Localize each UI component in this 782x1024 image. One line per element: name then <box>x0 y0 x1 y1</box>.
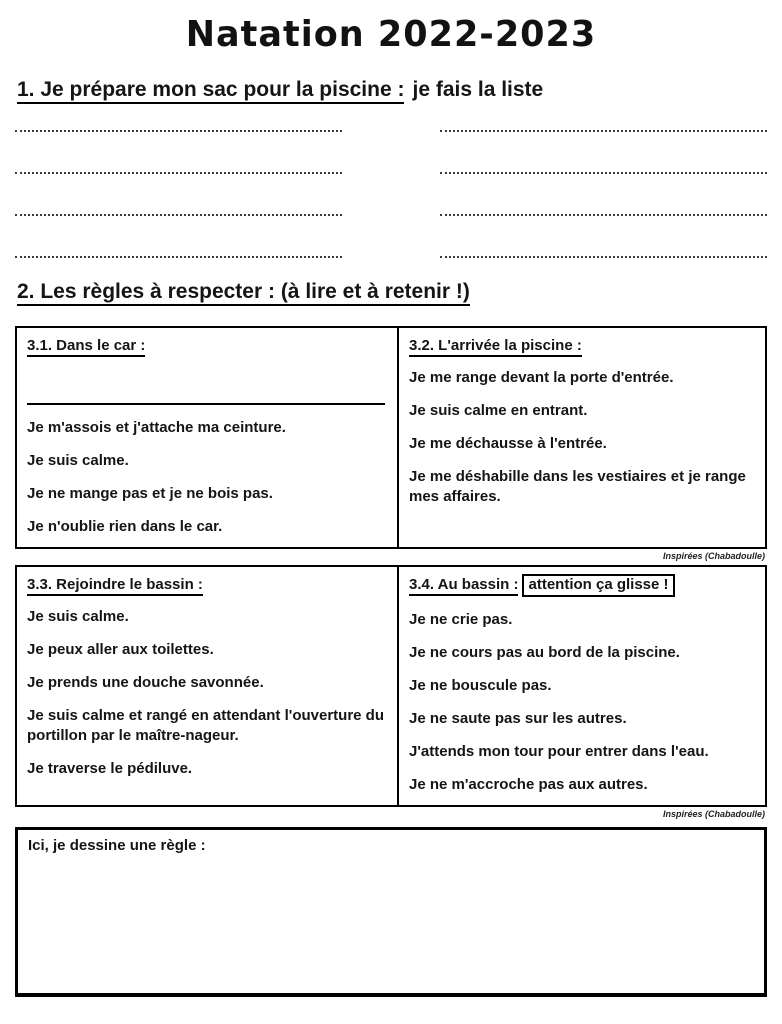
dotted-line <box>440 256 767 258</box>
section2-heading-underlined: 2. Les règles à respecter : (à lire et à retenir !) <box>17 280 470 306</box>
warning-boxed-label: attention ça glisse ! <box>522 574 674 597</box>
rule-text: Je suis calme en entrant. <box>409 402 588 419</box>
rule-text: Je me déshabille dans les vestiaires et je range mes affaires. <box>409 468 746 505</box>
packing-list-column-right <box>440 130 767 258</box>
rules-list <box>27 418 387 537</box>
dotted-line <box>440 172 767 174</box>
cell-arrivee-piscine-title: 3.2. L'arrivée la piscine : <box>409 336 582 355</box>
credit-text: Inspirées (Chabadoulle) <box>662 809 765 819</box>
packing-list-lines <box>15 130 767 258</box>
rule-text: Je ne saute pas sur les autres. <box>409 710 627 727</box>
section1-heading <box>17 77 767 103</box>
page-title: Natation 2022-2023 <box>185 14 597 56</box>
rule-text: Je m'assois et j'attache ma ceinture. <box>27 419 286 436</box>
rule-text: Je peux aller aux toilettes. <box>27 641 214 658</box>
rule-text: Je ne m'accroche pas aux autres. <box>409 776 648 793</box>
rule-text: Je ne cours pas au bord de la piscine. <box>409 644 680 661</box>
cell-au-bassin <box>398 566 766 806</box>
credit-text: Inspirées (Chabadoulle) <box>662 551 765 561</box>
dotted-line <box>15 130 342 132</box>
dotted-line <box>440 130 767 132</box>
dotted-line <box>440 214 767 216</box>
rule-text: Je suis calme et rangé en attendant l'ouverture du portillon par le maître-nageur. <box>27 707 385 744</box>
blank-writing-line <box>27 379 385 405</box>
rule-text: Je n'oublie rien dans le car. <box>27 518 223 535</box>
rules-table-2 <box>15 565 767 807</box>
section1-heading-rest: je fais la liste <box>412 78 544 101</box>
rule-text: J'attends mon tour pour entrer dans l'eau. <box>409 743 709 760</box>
cell-au-bassin-title: 3.4. Au bassin : <box>409 575 518 594</box>
rule-text: Je me range devant la porte d'entrée. <box>409 369 674 386</box>
rule-text: Je ne bouscule pas. <box>409 677 552 694</box>
cell-dans-le-car <box>16 327 398 548</box>
packing-list-column-left <box>15 130 342 258</box>
rules-table-1 <box>15 326 767 549</box>
rule-text: Je prends une douche savonnée. <box>27 674 264 691</box>
rule-text: Je traverse le pédiluve. <box>27 760 193 777</box>
section1-heading-underlined: 1. Je prépare mon sac pour la piscine : <box>17 78 404 104</box>
section2-heading <box>17 279 767 305</box>
dotted-line <box>15 172 342 174</box>
cell-rejoindre-bassin-title: 3.3. Rejoindre le bassin : <box>27 575 203 594</box>
cell-dans-le-car-title: 3.1. Dans le car : <box>27 336 145 355</box>
cell-arrivee-piscine <box>398 327 766 548</box>
drawing-box-label: Ici, je dessine une règle : <box>28 837 206 854</box>
rules-list <box>27 607 387 779</box>
rules-list <box>409 368 755 507</box>
rule-text: Je me déchausse à l'entrée. <box>409 435 607 452</box>
rule-text: Je suis calme. <box>27 608 129 625</box>
cell-rejoindre-bassin <box>16 566 398 806</box>
drawing-box <box>15 827 767 997</box>
dotted-line <box>15 214 342 216</box>
rule-text: Je ne crie pas. <box>409 611 513 628</box>
dotted-line <box>15 256 342 258</box>
rule-text: Je suis calme. <box>27 452 129 469</box>
rules-list <box>409 610 755 795</box>
rule-text: Je ne mange pas et je ne bois pas. <box>27 485 273 502</box>
